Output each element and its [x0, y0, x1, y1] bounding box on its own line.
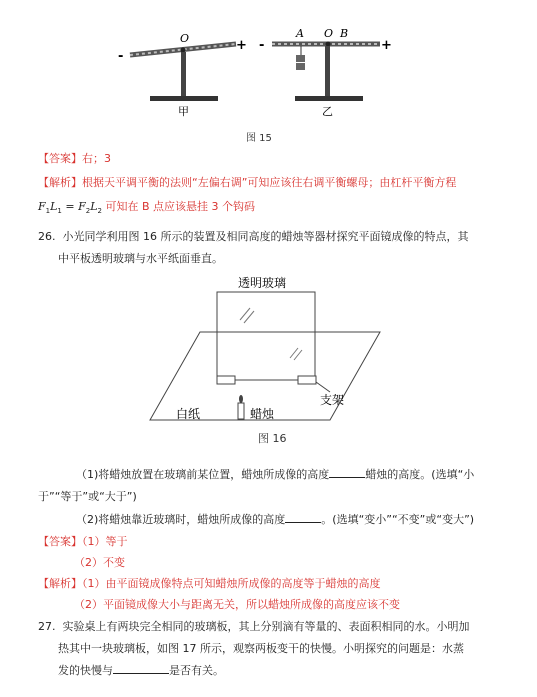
plus-end-left: + — [236, 38, 247, 53]
q26-part1-line2: 于”“等于”或“大于”) — [38, 490, 137, 503]
stand-right — [325, 46, 330, 96]
minus-end-left: - — [118, 49, 124, 64]
analysis-text: 根据天平调平衡的法则“左偏右调”可知应该往右调平衡螺母；由杠杆平衡方程 — [82, 176, 457, 189]
label-b: B — [340, 27, 349, 40]
figure-15-title: 图 15 — [246, 133, 272, 144]
figure-16-title: 图 16 — [258, 432, 287, 445]
q26-analysis-line2: （2）平面镜成像大小与距离无关，所以蜡烛所成像的高度应该不变 — [74, 598, 400, 611]
caption-yi: 乙 — [322, 105, 333, 118]
q25-answer — [38, 151, 111, 166]
label-o-right: O — [324, 27, 334, 40]
q26-answer-line1: 【答案】（1）等于 — [38, 535, 128, 548]
figure-16 — [140, 270, 400, 450]
hook-weight-1 — [296, 55, 305, 62]
formula-tail: 可知在 B 点应该悬挂 3 个钩码 — [105, 200, 256, 213]
base-left — [150, 96, 218, 101]
analysis-tag: 【解析】 — [38, 176, 82, 189]
stand-right — [298, 376, 316, 384]
q26-part2: （2)将蜡烛靠近玻璃时，蜡烛所成像的高度 。(选填“变小”“不变”或“变大”) — [76, 513, 475, 526]
minus-end-right: - — [259, 38, 265, 53]
stand-left — [217, 376, 235, 384]
q27-line2: 热其中一块玻璃板，如图 17 所示，观察两板变干的快慢。小明探究的问题是：水蒸 — [58, 642, 464, 655]
q26-answer-line2: （2）不变 — [74, 556, 125, 569]
blank-2[interactable] — [285, 512, 321, 523]
answer-text: 右；3 — [82, 152, 111, 165]
blank-1[interactable] — [329, 467, 365, 478]
caption-jia: 甲 — [178, 105, 189, 118]
q27-line1: 27. 实验桌上有两块完全相同的玻璃板，其上分别滴有等量的、表面积相同的水。小明加 — [38, 620, 470, 633]
hook-weight-2 — [296, 63, 305, 70]
label-a: A — [296, 27, 304, 40]
candle — [238, 403, 244, 419]
label-paper: 白纸 — [176, 407, 201, 421]
q26-stem-line2: 中平板透明玻璃与水平纸面垂直。 — [58, 252, 223, 265]
stand-left — [181, 52, 186, 96]
base-right — [295, 96, 363, 101]
blank-3[interactable] — [113, 663, 169, 674]
balance-right — [259, 38, 392, 101]
q25-formula-line: $F_1L_1 = F_2L_2$ 可知在 B 点应该悬挂 3 个钩码 — [38, 200, 256, 216]
q26-part1-line1: （1)将蜡烛放置在玻璃前某位置，蜡烛所成像的高度 蜡烛的高度。(选填“小 — [76, 468, 475, 481]
transparent-glass — [217, 292, 315, 380]
label-glass: 透明玻璃 — [238, 276, 287, 290]
q25-analysis — [38, 175, 456, 190]
candle-flame — [239, 395, 243, 403]
q26-analysis-line1: 【解析】（1）由平面镜成像特点可知蜡烛所成像的高度等于蜡烛的高度 — [38, 577, 381, 590]
label-stand: 支架 — [320, 393, 345, 407]
answer-tag: 【答案】 — [38, 152, 82, 165]
balance-left — [118, 38, 247, 101]
plus-end-right: + — [381, 38, 392, 53]
figure-15 — [0, 0, 537, 150]
label-o-left: O — [180, 32, 190, 45]
q26-stem-line1: 26. 小光同学利用图 16 所示的装置及相同高度的蜡烛等器材探究平面镜成像的特点，其 — [38, 230, 469, 243]
q27-line3: 发的快慢与 是否有关。 — [58, 664, 224, 677]
label-candle: 蜡烛 — [250, 407, 275, 421]
